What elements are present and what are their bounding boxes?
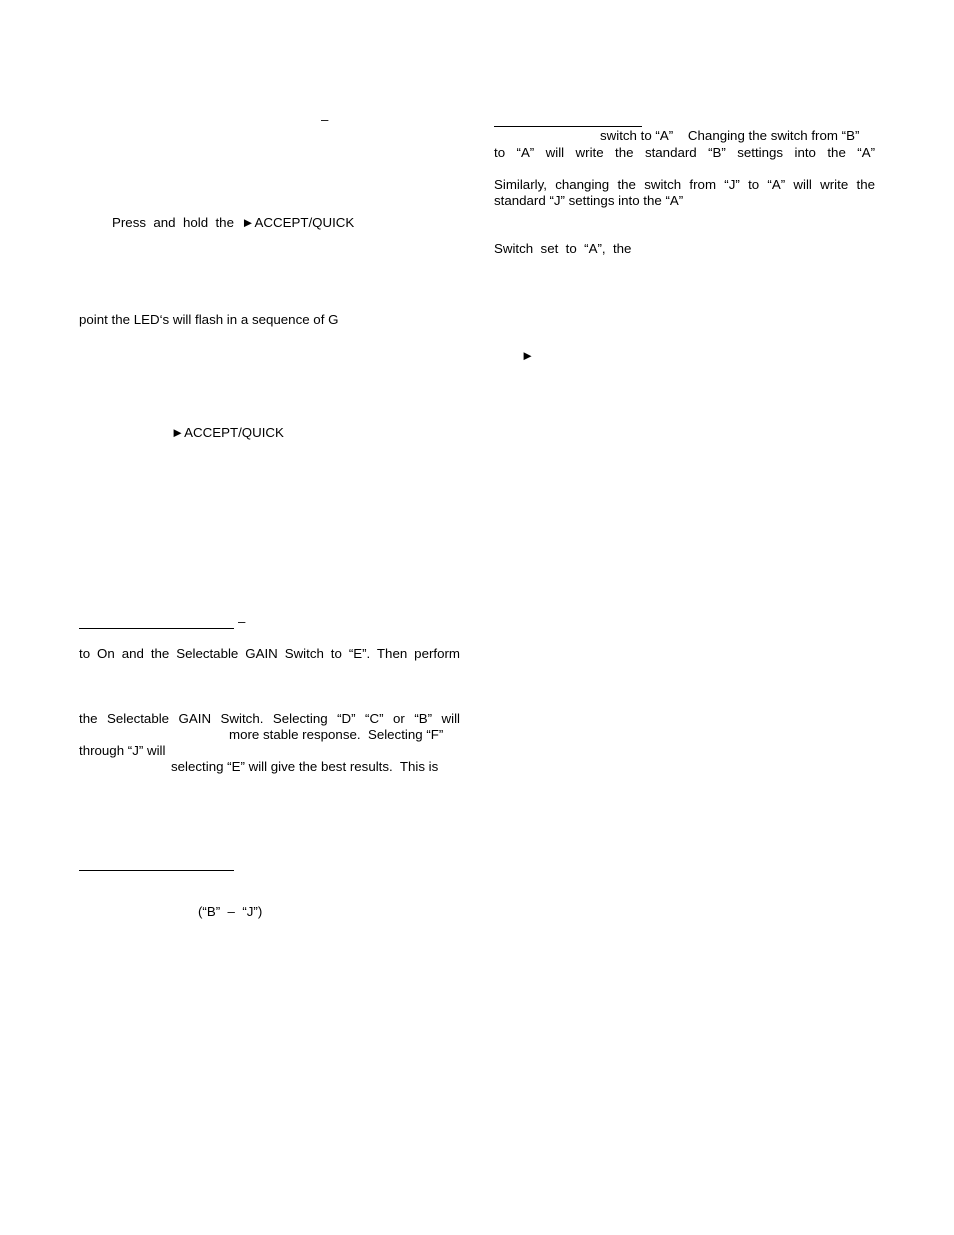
paragraph-line: standard “J” settings into the “A” [494,193,684,208]
press-hold-text: Press and hold the ►ACCEPT/QUICK [112,215,355,230]
led-flash-text: point the LED‘s will flash in a sequence of G [79,312,339,327]
paragraph-line: Switch set to “A”, the [494,241,632,256]
arrow-icon: ► [521,348,535,363]
accept-quick-text: ►ACCEPT/QUICK [171,425,284,440]
section-underline [494,126,642,127]
paragraph-line: switch to “A” Changing the switch from “B” [600,128,860,143]
dash-mark: – [321,112,329,127]
section-underline [79,628,234,629]
paragraph-line: to On and the Selectable GAIN Switch to “E”. Then perform [79,646,460,661]
paragraph-line: Similarly, changing the switch from “J” to “A” will write the [494,177,875,192]
paragraph-line: through “J” will [79,743,166,758]
range-text: (“B” – “J”) [198,904,263,919]
section-underline [79,870,234,871]
paragraph-line: to “A” will write the standard “B” settings into the “A” [494,145,875,160]
paragraph-line: more stable response. Selecting “F” [229,727,444,742]
dash-mark: – [238,614,246,629]
paragraph-line: the Selectable GAIN Switch. Selecting “D” “C” or “B” will [79,711,460,726]
paragraph-line: selecting “E” will give the best results. This is [171,759,439,774]
